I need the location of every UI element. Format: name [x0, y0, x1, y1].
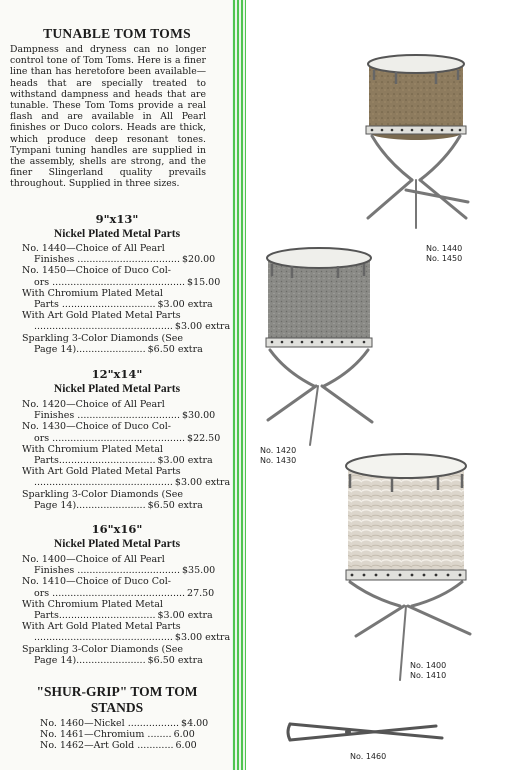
price-row — [22, 599, 198, 610]
price-row — [22, 632, 231, 644]
price-label: Finishes .................................. — [34, 254, 180, 266]
text-column — [0, 0, 232, 770]
green-divider-stripe — [232, 0, 246, 770]
price-value: $3.00 extra — [157, 455, 213, 467]
price-label: Parts................................ — [34, 455, 156, 467]
price-row — [22, 288, 198, 299]
price-label: Parts................................ — [34, 610, 156, 622]
price-label: No. 1450—Choice of Duco Col- — [22, 265, 171, 277]
price-value: $3.00 extra — [174, 321, 231, 333]
shur-grip-stand-illustration — [286, 718, 446, 748]
caption-line: No. 1420 — [260, 446, 297, 455]
price-value: $3.00 extra — [157, 610, 213, 622]
price-row — [22, 466, 198, 477]
price-value: $3.00 extra — [157, 299, 213, 311]
price-list-16x16 — [22, 554, 231, 666]
section-subtitle: Nickel Plated Metal Parts — [53, 538, 181, 550]
caption-line: No. 1440 — [426, 244, 463, 253]
price-value — [196, 288, 198, 299]
price-row — [22, 576, 198, 587]
price-row — [22, 276, 221, 288]
price-label: ors ............................................ — [34, 276, 186, 288]
size-heading-9x13: 9"x13" — [95, 212, 139, 226]
price-value — [196, 644, 198, 655]
price-label: No. 1440—Choice of All Pearl — [22, 243, 165, 254]
section-subtitle: Nickel Plated Metal Parts — [53, 228, 181, 240]
price-row — [22, 254, 216, 266]
price-label: .............................................. — [34, 477, 173, 489]
caption-stand: No. 1460 — [350, 752, 387, 761]
price-row — [22, 554, 198, 565]
price-label: ors ............................................ — [34, 432, 186, 444]
price-label: Sparkling 3-Color Diamonds (See — [22, 332, 184, 344]
price-value: $3.00 extra — [174, 477, 231, 489]
page-title: TUNABLE TOM TOMS — [43, 26, 191, 41]
price-label: No. 1420—Choice of All Pearl — [22, 399, 165, 410]
price-value: $3.00 extra — [174, 632, 231, 644]
price-label: With Chromium Plated Metal — [22, 287, 163, 299]
price-row — [22, 299, 213, 311]
price-value: $30.00 — [181, 410, 216, 422]
price-row — [22, 644, 198, 655]
section-subtitle: Nickel Plated Metal Parts — [53, 383, 181, 395]
caption-line: No. 1430 — [260, 456, 297, 465]
caption-line: No. 1450 — [426, 254, 463, 263]
price-row — [22, 610, 213, 622]
price-label: Sparkling 3-Color Diamonds (See — [22, 643, 184, 655]
price-label: No. 1410—Choice of Duco Col- — [22, 576, 171, 588]
price-row — [22, 410, 216, 422]
size-heading-16x16: 16"x16" — [91, 522, 143, 536]
tom-tom-16x16-illustration — [342, 448, 472, 683]
price-label: ors ............................................ — [34, 587, 186, 599]
price-row — [22, 399, 198, 410]
price-value — [196, 489, 198, 500]
caption-drum-16x16 — [410, 661, 446, 681]
price-label: No. 1460—Nickel ................. — [40, 718, 180, 729]
price-label: Page 14)....................... — [34, 343, 146, 355]
price-row — [22, 565, 216, 577]
price-value: $15.00 — [187, 276, 221, 288]
price-value — [196, 554, 198, 565]
price-value — [196, 621, 198, 632]
price-row — [22, 587, 215, 599]
price-row — [40, 740, 197, 752]
illustration-column — [246, 0, 506, 770]
price-value — [196, 421, 198, 432]
price-value — [196, 265, 198, 276]
price-label: .............................................. — [34, 632, 173, 644]
price-label: Finishes .................................. — [34, 410, 180, 422]
price-value: $6.50 extra — [147, 343, 203, 355]
price-value: 27.50 — [187, 587, 215, 599]
price-list-12x14 — [22, 399, 231, 511]
price-row — [22, 444, 198, 455]
price-value — [196, 576, 198, 587]
price-value: $6.50 extra — [147, 654, 203, 666]
caption-line: No. 1410 — [410, 671, 447, 680]
price-label: No. 1461—Chromium ........ — [40, 729, 172, 741]
price-label: With Art Gold Plated Metal Parts — [22, 310, 181, 322]
price-row — [22, 265, 198, 276]
price-value — [196, 399, 198, 410]
price-row — [22, 477, 231, 489]
stands-heading: "SHUR-GRIP" TOM TOM STANDS — [36, 684, 198, 715]
price-row — [22, 499, 203, 511]
price-label: Sparkling 3-Color Diamonds (See — [22, 488, 184, 500]
price-label: No. 1430—Choice of Duco Col- — [22, 421, 171, 433]
caption-drum-9x13 — [426, 244, 462, 264]
price-label: No. 1400—Choice of All Pearl — [22, 554, 165, 565]
price-value — [196, 599, 198, 610]
price-value: 6.00 — [173, 729, 195, 741]
price-label: Parts ............................... — [34, 299, 156, 311]
price-row — [22, 654, 203, 666]
price-value — [196, 466, 198, 477]
price-value: 6.00 — [175, 740, 197, 752]
price-row — [22, 455, 213, 467]
price-row — [22, 343, 203, 355]
price-label: .............................................. — [34, 321, 173, 333]
tom-tom-12x14-illustration — [260, 240, 380, 450]
stands-price-list — [40, 718, 209, 752]
price-value: $22.50 — [187, 432, 221, 444]
price-value: $4.00 — [181, 718, 209, 729]
price-value — [196, 310, 198, 321]
price-label: With Chromium Plated Metal — [22, 443, 163, 455]
size-heading-12x14: 12"x14" — [91, 367, 143, 381]
tom-tom-9x13-illustration — [356, 50, 476, 230]
price-row — [22, 321, 231, 333]
price-label: Page 14)....................... — [34, 654, 146, 666]
price-value — [196, 243, 198, 254]
price-value: $6.50 extra — [147, 499, 203, 511]
price-label: Page 14)....................... — [34, 499, 146, 511]
price-label: With Art Gold Plated Metal Parts — [22, 621, 181, 633]
price-row — [22, 333, 198, 344]
price-row — [40, 729, 195, 741]
caption-line: No. 1400 — [410, 661, 447, 670]
price-value: $20.00 — [181, 254, 216, 266]
price-row — [22, 421, 198, 432]
price-label: With Chromium Plated Metal — [22, 598, 163, 610]
price-label: With Art Gold Plated Metal Parts — [22, 466, 181, 478]
price-value — [196, 333, 198, 344]
price-row — [22, 310, 198, 321]
price-value — [196, 444, 198, 455]
price-row — [22, 621, 198, 632]
price-list-9x13 — [22, 243, 231, 355]
price-row — [40, 718, 209, 729]
price-value: $35.00 — [181, 565, 216, 577]
intro-paragraph: Dampness and dryness can no longer control tone of Tom Toms. Here is a finer line than has heretofore been available—heads that are specially treated to withstand dampness and heads that are tunable. These Tom Toms provide a real flash and are available in All Pearl finishes or Duco colors. Heads are thick, which produce deep resonant tones. Tympani tuning handles are supplied in the assembly, shells are strong, and the finer Slingerland quality prevails throughout. Supplied in three sizes. — [10, 44, 206, 190]
caption-drum-12x14 — [260, 446, 296, 466]
price-row — [22, 432, 221, 444]
price-row — [22, 489, 198, 500]
price-row — [22, 243, 198, 254]
price-label: Finishes .................................. — [34, 565, 180, 577]
price-label: No. 1462—Art Gold ............ — [40, 740, 174, 752]
